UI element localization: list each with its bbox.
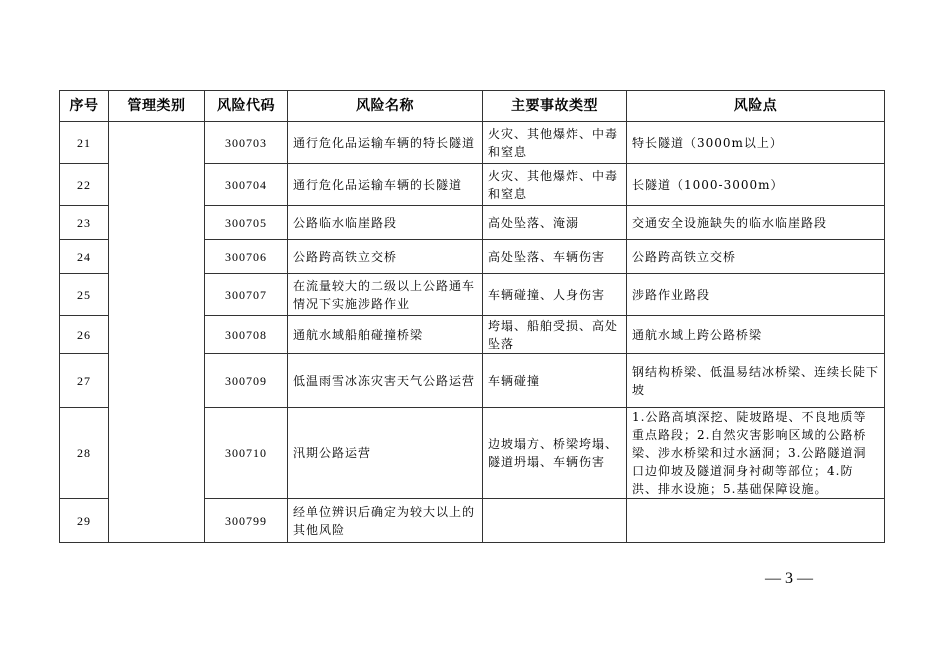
row-code: 300709	[205, 354, 288, 408]
row-risk-name: 在流量较大的二级以上公路通车情况下实施涉路作业	[288, 274, 483, 316]
row-code: 300710	[205, 408, 288, 499]
row-code: 300799	[205, 499, 288, 543]
row-risk-name: 汛期公路运营	[288, 408, 483, 499]
row-code: 300704	[205, 164, 288, 206]
row-no: 29	[60, 499, 109, 543]
row-risk-name: 公路临水临崖路段	[288, 206, 483, 240]
header-code: 风险代码	[205, 91, 288, 122]
row-accident-type: 火灾、其他爆炸、中毒和窒息	[483, 164, 627, 206]
header-no: 序号	[60, 91, 109, 122]
row-risk-point: 钢结构桥梁、低温易结冰桥梁、连续长陡下坡	[627, 354, 885, 408]
row-code: 300706	[205, 240, 288, 274]
row-risk-point: 1.公路高填深挖、陡坡路堤、不良地质等重点路段；2.自然灾害影响区域的公路桥梁、涉水桥梁和过水涵洞；3.公路隧道洞口边仰坡及隧道洞身衬砌等部位；4.防洪、排水设施；5.基础保障设施。	[627, 408, 885, 499]
row-risk-name: 通行危化品运输车辆的特长隧道	[288, 122, 483, 164]
header-category: 管理类别	[109, 91, 205, 122]
row-no: 28	[60, 408, 109, 499]
row-no: 24	[60, 240, 109, 274]
row-risk-point: 特长隧道（3000m以上）	[627, 122, 885, 164]
row-risk-point: 交通安全设施缺失的临水临崖路段	[627, 206, 885, 240]
row-risk-name: 通行危化品运输车辆的长隧道	[288, 164, 483, 206]
row-accident-type: 垮塌、船舶受损、高处坠落	[483, 316, 627, 354]
row-risk-point: 通航水域上跨公路桥梁	[627, 316, 885, 354]
row-risk-name: 经单位辨识后确定为较大以上的其他风险	[288, 499, 483, 543]
row-risk-name: 低温雨雪冰冻灾害天气公路运营	[288, 354, 483, 408]
row-no: 21	[60, 122, 109, 164]
row-risk-name: 通航水域船舶碰撞桥梁	[288, 316, 483, 354]
table-header-row	[60, 91, 885, 122]
row-accident-type: 车辆碰撞、人身伤害	[483, 274, 627, 316]
row-code: 300705	[205, 206, 288, 240]
row-code: 300708	[205, 316, 288, 354]
row-accident-type	[483, 499, 627, 543]
row-no: 23	[60, 206, 109, 240]
row-accident-type: 车辆碰撞	[483, 354, 627, 408]
row-risk-name: 公路跨高铁立交桥	[288, 240, 483, 274]
row-code: 300707	[205, 274, 288, 316]
header-risk-name: 风险名称	[288, 91, 483, 122]
row-accident-type: 火灾、其他爆炸、中毒和窒息	[483, 122, 627, 164]
row-risk-point	[627, 499, 885, 543]
row-no: 25	[60, 274, 109, 316]
risk-table	[59, 90, 885, 543]
row-risk-point: 涉路作业路段	[627, 274, 885, 316]
page-number: — 3 —	[765, 570, 813, 587]
row-risk-point: 公路跨高铁立交桥	[627, 240, 885, 274]
row-no: 22	[60, 164, 109, 206]
row-accident-type: 边坡塌方、桥梁垮塌、隧道坍塌、车辆伤害	[483, 408, 627, 499]
row-code: 300703	[205, 122, 288, 164]
row-no: 27	[60, 354, 109, 408]
table-row	[60, 122, 885, 164]
row-risk-point: 长隧道（1000-3000m）	[627, 164, 885, 206]
row-no: 26	[60, 316, 109, 354]
category-cell	[109, 122, 205, 543]
row-accident-type: 高处坠落、车辆伤害	[483, 240, 627, 274]
header-risk-point: 风险点	[627, 91, 885, 122]
row-accident-type: 高处坠落、淹溺	[483, 206, 627, 240]
header-accident-type: 主要事故类型	[483, 91, 627, 122]
